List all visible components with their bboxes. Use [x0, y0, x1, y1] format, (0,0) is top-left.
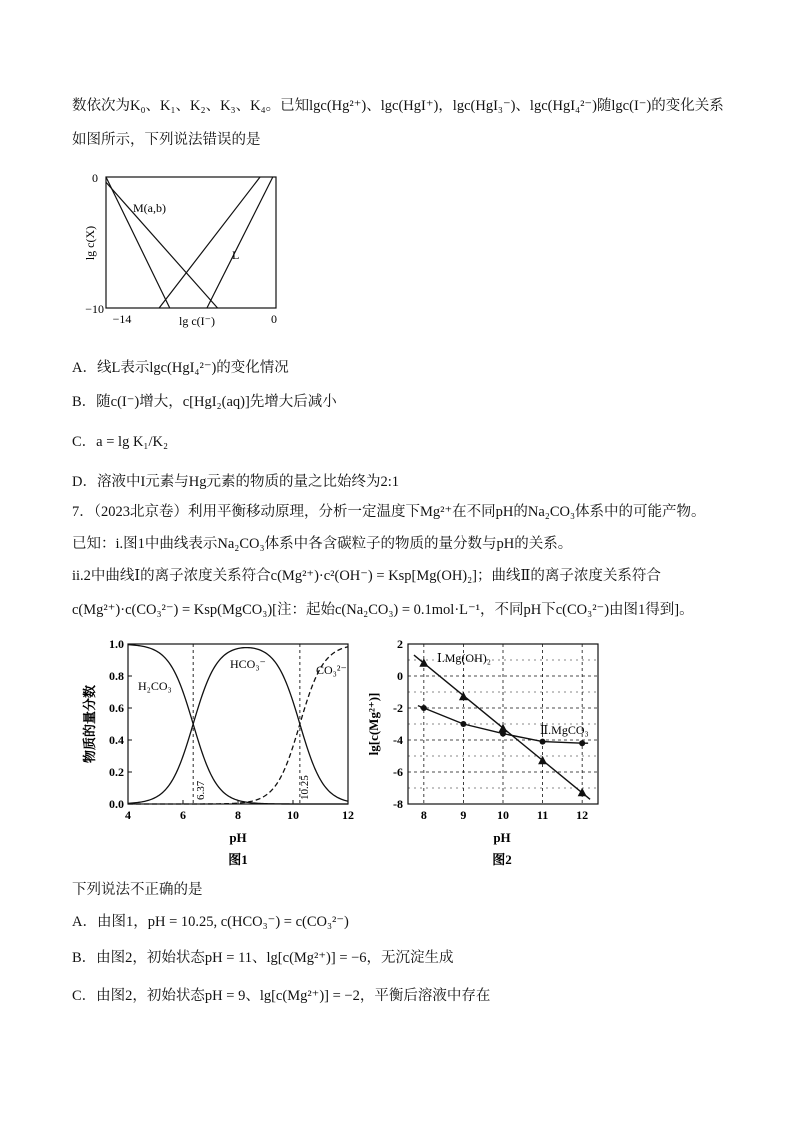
fig2-y-tick-label: -2 [393, 701, 403, 715]
option-c-q7: C．由图2，初始状态pH = 9、lg[c(Mg²⁺)] = −2，平衡后溶液中存在 [72, 988, 491, 1004]
paragraph-line-1: 数依次为K₀、K₁、K₂、K₃、K₄。已知lgc(Hg²⁺)、lgc(HgI⁺)，lgc(HgI₃⁻)、lgc(HgI₄²⁻)随lgc(I⁻)的变化关系 [72, 98, 724, 114]
hg-x-label: lg c(I⁻) [179, 314, 215, 328]
question-7-ask: 下列说法不正确的是 [72, 882, 203, 898]
fig1-x-tick-label: 4 [125, 808, 131, 822]
fig2-series-2-point [579, 740, 585, 746]
hg-y-tick-neg10: −10 [85, 302, 104, 316]
hg-line-3 [207, 177, 273, 308]
paragraph-line-2: 如图所示，下列说法错误的是 [72, 132, 261, 148]
figure-2-mg-solubility-chart [364, 632, 614, 872]
fig2-series-2-point [421, 705, 427, 711]
fig2-y-tick-label: -8 [393, 797, 403, 811]
option-d-q6: D．溶液中I元素与Hg元素的物质的量之比始终为2:1 [72, 474, 400, 490]
fig1-y-tick-label: 0.0 [109, 797, 124, 811]
fig2-x-tick-label: 10 [497, 808, 509, 822]
hg-species-diagram [72, 165, 297, 335]
option-b-q7: B．由图2，初始状态pH = 11、lg[c(Mg²⁺)] = −6，无沉淀生成 [72, 950, 454, 966]
fig2-y-tick-label: -4 [393, 733, 403, 747]
option-a-q7: A．由图1，pH = 10.25, c(HCO₃⁻) = c(CO₃²⁻) [72, 914, 349, 930]
hg-x-tick-0: 0 [271, 312, 277, 326]
fig2-series-1-point [578, 788, 587, 797]
fig1-label-co3: CO₃²⁻ [316, 663, 347, 677]
hg-y-label: lg c(X) [83, 225, 97, 261]
known-3: c(Mg²⁺)·c(CO₃²⁻) = Ksp(MgCO₃)[注：起始c(Na₂CO₃) = 0.1mol·L⁻¹，不同pH下c(CO₃²⁻)由图1得到]。 [72, 602, 694, 618]
fig1-y-tick-label: 0.6 [109, 701, 124, 715]
hg-annotation-l: L [232, 248, 240, 262]
fig2-y-tick-label: -6 [393, 765, 403, 779]
fig2-series-2-point [500, 731, 506, 737]
fig1-y-tick-label: 0.2 [109, 765, 124, 779]
fig1-caption: 图1 [228, 852, 248, 867]
fig2-label-mgco3: Ⅱ.MgCO₃ [540, 723, 589, 737]
fig2-x-tick-label: 9 [460, 808, 467, 822]
hg-y-tick-0: 0 [92, 171, 98, 185]
hg-annotation-m: M(a,b) [133, 201, 166, 215]
fig2-x-tick-label: 8 [420, 808, 427, 822]
fig1-y-tick-label: 0.4 [109, 733, 124, 747]
fig2-label-mgoh2: Ⅰ.Mg(OH)₂ [437, 651, 491, 665]
fig1-x-tick-label: 12 [342, 808, 354, 822]
option-c-q6: C．a = lg K₁/K₂ [72, 434, 169, 450]
figure-1-speciation-chart [72, 632, 362, 872]
fig2-caption: 图2 [492, 852, 512, 867]
fig2-y-tick-label: 2 [397, 637, 403, 651]
fig2-y-tick-label: 0 [397, 669, 403, 683]
option-a-q6: A．线L表示lgc(HgI₄²⁻)的变化情况 [72, 360, 289, 376]
hg-x-tick-neg14: −14 [112, 312, 132, 326]
fig1-y-tick-label: 1.0 [109, 637, 124, 651]
question-7-stem: 7．（2023北京卷）利用平衡移动原理，分析一定温度下Mg²⁺在不同pH的Na₂CO₃体系中的可能产物。 [72, 504, 706, 520]
fig1-x-label: pH [229, 830, 247, 845]
fig1-y-tick-label: 0.8 [109, 669, 124, 683]
fig1-label-hco3: HCO₃⁻ [230, 657, 266, 671]
hg-line-2 [159, 177, 260, 308]
option-b-q6: B．随c(I⁻)增大，c[HgI₂(aq)]先增大后减小 [72, 394, 337, 410]
fig2-x-tick-label: 12 [576, 808, 589, 822]
fig1-vline-label-637: 6.37 [195, 780, 207, 800]
fig1-x-tick-label: 8 [235, 808, 241, 822]
fig1-label-h2co3: H₂CO₃ [138, 679, 172, 693]
fig1-x-tick-label: 6 [180, 808, 186, 822]
fig2-series-2-point [540, 739, 546, 745]
fig1-x-tick-label: 10 [287, 808, 299, 822]
fig2-x-label: pH [493, 830, 511, 845]
fig2-x-tick-label: 11 [536, 808, 549, 822]
fig1-y-label: 物质的量分数 [82, 684, 97, 764]
known-2: ii.2中曲线Ⅰ的离子浓度关系符合c(Mg²⁺)·c²(OH⁻) = Ksp[Mg(OH)₂]；曲线Ⅱ的离子浓度关系符合 [72, 568, 661, 584]
fig2-series-1-point [419, 658, 428, 667]
known-1: 已知：i.图1中曲线表示Na₂CO₃体系中各含碳粒子的物质的量分数与pH的关系。 [72, 536, 573, 552]
fig2-series-2-point [460, 721, 466, 727]
fig2-y-label: lg[c(Mg²⁺)] [366, 692, 381, 756]
fig1-vline-label-1025: 10.25 [299, 775, 311, 800]
